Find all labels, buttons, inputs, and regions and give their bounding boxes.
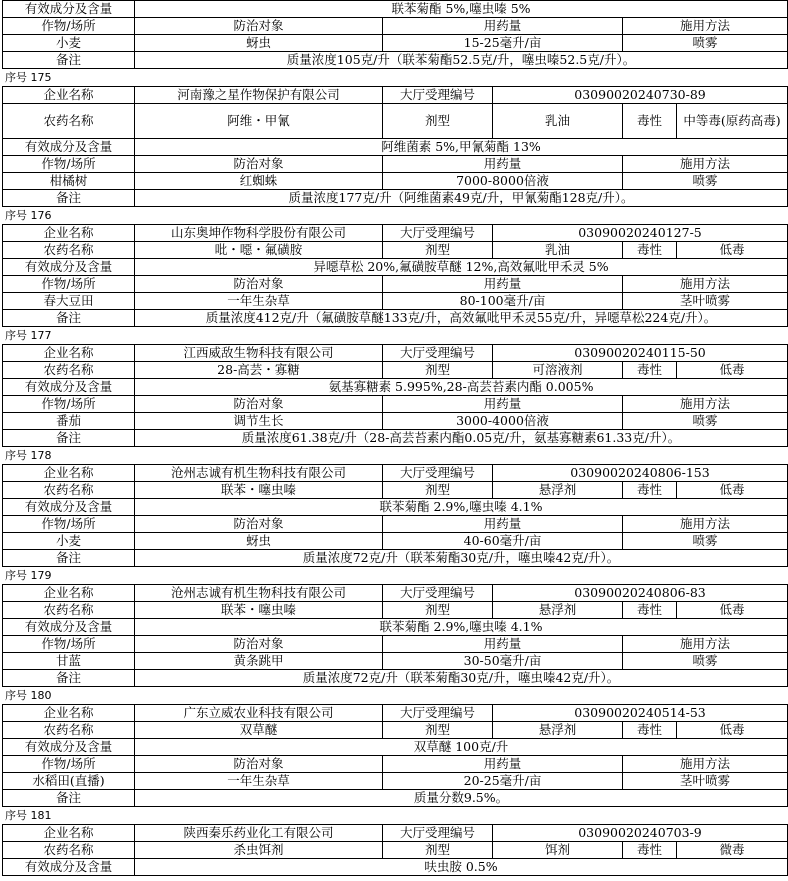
method-value: 茎叶喷雾	[623, 773, 788, 790]
seq-number: 176	[30, 209, 52, 222]
dosage-header: 用药量	[383, 516, 623, 533]
crop-value: 小麦	[3, 533, 135, 550]
method-value: 喷雾	[623, 35, 788, 52]
ingredient-value: 异噁草松 20%,氟磺胺草醚 12%,高效氟吡甲禾灵 5%	[135, 259, 788, 276]
remark-value: 质量浓度72克/升（联苯菊酯30克/升，噻虫嗪42克/升）。	[135, 550, 788, 567]
company-value: 广东立威农业科技有限公司	[135, 705, 383, 722]
pesticide-label: 农药名称	[3, 482, 135, 499]
dosage-value: 3000-4000倍液	[383, 413, 623, 430]
seq-line	[0, 207, 788, 224]
dosage-header: 用药量	[383, 276, 623, 293]
seq-label: 序号	[5, 71, 27, 84]
dosage-header: 用药量	[383, 156, 623, 173]
toxicity-label: 毒性	[623, 722, 677, 739]
crop-header: 作物/场所	[3, 756, 135, 773]
form-label: 剂型	[383, 842, 493, 859]
ingredient-row	[3, 379, 788, 396]
form-value: 悬浮剂	[493, 602, 623, 619]
ingredient-value: 氨基寡糖素 5.995%,28-高芸苔素内酯 0.005%	[135, 379, 788, 396]
entry-block	[2, 224, 788, 327]
ingredient-row	[3, 499, 788, 516]
method-value: 喷雾	[623, 413, 788, 430]
reg-no-value: 03090020240703-9	[493, 825, 788, 842]
dosage-header: 用药量	[383, 636, 623, 653]
reg-no-value: 03090020240115-50	[493, 345, 788, 362]
entry-block	[2, 344, 788, 447]
remark-label: 备注	[3, 190, 135, 207]
company-label: 企业名称	[3, 225, 135, 242]
toxicity-value: 微毒	[677, 842, 788, 859]
ingredient-row	[3, 1, 788, 18]
dosage-value: 30-50毫升/亩	[383, 653, 623, 670]
dosage-value: 40-60毫升/亩	[383, 533, 623, 550]
method-header: 施用方法	[623, 156, 788, 173]
company-row	[3, 825, 788, 842]
toxicity-label: 毒性	[623, 482, 677, 499]
seq-line	[0, 567, 788, 584]
pesticide-value: 杀虫饵剂	[135, 842, 383, 859]
pesticide-value: 阿维・甲氰	[135, 104, 383, 139]
company-label: 企业名称	[3, 465, 135, 482]
reg-no-label: 大厅受理编号	[383, 87, 493, 104]
form-label: 剂型	[383, 602, 493, 619]
company-label: 企业名称	[3, 87, 135, 104]
usage-header-row	[3, 276, 788, 293]
usage-row	[3, 293, 788, 310]
dosage-value: 15-25毫升/亩	[383, 35, 623, 52]
company-row	[3, 705, 788, 722]
company-row	[3, 345, 788, 362]
seq-number: 177	[30, 329, 52, 342]
pesticide-row	[3, 722, 788, 739]
pesticide-label: 农药名称	[3, 722, 135, 739]
pesticide-value: 吡・噁・氟磺胺	[135, 242, 383, 259]
pesticide-value: 联苯・噻虫嗪	[135, 602, 383, 619]
entry-block	[2, 704, 788, 807]
form-label: 剂型	[383, 722, 493, 739]
crop-header: 作物/场所	[3, 516, 135, 533]
seq-number: 181	[30, 809, 52, 822]
company-row	[3, 465, 788, 482]
seq-label: 序号	[5, 209, 27, 222]
pesticide-row	[3, 362, 788, 379]
remark-label: 备注	[3, 550, 135, 567]
pesticide-label: 农药名称	[3, 602, 135, 619]
target-header: 防治对象	[135, 156, 383, 173]
method-header: 施用方法	[623, 516, 788, 533]
crop-value: 番茄	[3, 413, 135, 430]
seq-label: 序号	[5, 449, 27, 462]
remark-row	[3, 310, 788, 327]
pesticide-row	[3, 602, 788, 619]
pesticide-row	[3, 482, 788, 499]
remark-row	[3, 52, 788, 69]
toxicity-label: 毒性	[623, 242, 677, 259]
ingredient-value: 联苯菊酯 2.9%,噻虫嗪 4.1%	[135, 499, 788, 516]
target-header: 防治对象	[135, 396, 383, 413]
seq-line	[0, 69, 788, 86]
method-value: 喷雾	[623, 653, 788, 670]
dosage-value: 80-100毫升/亩	[383, 293, 623, 310]
target-value: 黄条跳甲	[135, 653, 383, 670]
usage-header-row	[3, 156, 788, 173]
remark-label: 备注	[3, 430, 135, 447]
method-header: 施用方法	[623, 18, 788, 35]
reg-no-value: 03090020240127-5	[493, 225, 788, 242]
toxicity-value: 低毒	[677, 242, 788, 259]
usage-header-row	[3, 18, 788, 35]
ingredient-row	[3, 619, 788, 636]
reg-no-label: 大厅受理编号	[383, 705, 493, 722]
company-label: 企业名称	[3, 825, 135, 842]
crop-header: 作物/场所	[3, 396, 135, 413]
ingredient-label: 有效成分及含量	[3, 499, 135, 516]
ingredient-row	[3, 259, 788, 276]
reg-no-label: 大厅受理编号	[383, 225, 493, 242]
seq-line	[0, 447, 788, 464]
toxicity-value: 中等毒(原药高毒)	[677, 104, 788, 139]
ingredient-label: 有效成分及含量	[3, 619, 135, 636]
method-value: 喷雾	[623, 533, 788, 550]
method-header: 施用方法	[623, 636, 788, 653]
form-value: 悬浮剂	[493, 722, 623, 739]
target-header: 防治对象	[135, 636, 383, 653]
company-value: 河南豫之星作物保护有限公司	[135, 87, 383, 104]
usage-row	[3, 35, 788, 52]
reg-no-label: 大厅受理编号	[383, 345, 493, 362]
company-row	[3, 585, 788, 602]
crop-header: 作物/场所	[3, 156, 135, 173]
seq-line	[0, 687, 788, 704]
company-label: 企业名称	[3, 345, 135, 362]
remark-value: 质量浓度412克/升（氟磺胺草醚133克/升，高效氟吡甲禾灵55克/升，异噁草松224克/升）。	[135, 310, 788, 327]
ingredient-label: 有效成分及含量	[3, 139, 135, 156]
pesticide-value: 联苯・噻虫嗪	[135, 482, 383, 499]
seq-label: 序号	[5, 689, 27, 702]
toxicity-value: 低毒	[677, 602, 788, 619]
company-value: 沧州志诚有机生物科技有限公司	[135, 465, 383, 482]
seq-number: 180	[30, 689, 52, 702]
remark-label: 备注	[3, 790, 135, 807]
ingredient-value: 阿维菌素 5%,甲氰菊酯 13%	[135, 139, 788, 156]
seq-label: 序号	[5, 329, 27, 342]
company-value: 江西威敌生物科技有限公司	[135, 345, 383, 362]
usage-header-row	[3, 396, 788, 413]
pesticide-row	[3, 242, 788, 259]
method-header: 施用方法	[623, 396, 788, 413]
remark-row	[3, 550, 788, 567]
reg-no-value: 03090020240730-89	[493, 87, 788, 104]
pesticide-row	[3, 842, 788, 859]
reg-no-value: 03090020240806-153	[493, 465, 788, 482]
remark-value: 质量浓度177克/升（阿维菌素49克/升，甲氰菊酯128克/升）。	[135, 190, 788, 207]
dosage-header: 用药量	[383, 18, 623, 35]
company-label: 企业名称	[3, 585, 135, 602]
target-header: 防治对象	[135, 516, 383, 533]
crop-header: 作物/场所	[3, 18, 135, 35]
crop-value: 柑橘树	[3, 173, 135, 190]
form-value: 饵剂	[493, 842, 623, 859]
pesticide-value: 28-高芸・寡糖	[135, 362, 383, 379]
target-header: 防治对象	[135, 18, 383, 35]
usage-row	[3, 533, 788, 550]
target-value: 蚜虫	[135, 533, 383, 550]
dosage-header: 用药量	[383, 756, 623, 773]
usage-row	[3, 173, 788, 190]
crop-header: 作物/场所	[3, 276, 135, 293]
toxicity-value: 低毒	[677, 722, 788, 739]
seq-line	[0, 807, 788, 824]
ingredient-value: 呋虫胺 0.5%	[135, 859, 788, 876]
ingredient-row	[3, 859, 788, 876]
entry-block	[2, 584, 788, 687]
method-value: 喷雾	[623, 173, 788, 190]
form-value: 悬浮剂	[493, 482, 623, 499]
entry-block-partial	[2, 824, 788, 876]
company-value: 陕西秦乐药业化工有限公司	[135, 825, 383, 842]
target-value: 调节生长	[135, 413, 383, 430]
form-label: 剂型	[383, 362, 493, 379]
reg-no-label: 大厅受理编号	[383, 825, 493, 842]
form-label: 剂型	[383, 482, 493, 499]
pesticide-label: 农药名称	[3, 362, 135, 379]
seq-number: 178	[30, 449, 52, 462]
ingredient-value: 双草醚 100克/升	[135, 739, 788, 756]
form-value: 可溶液剂	[493, 362, 623, 379]
company-value: 沧州志诚有机生物科技有限公司	[135, 585, 383, 602]
reg-no-value: 03090020240806-83	[493, 585, 788, 602]
reg-no-label: 大厅受理编号	[383, 465, 493, 482]
crop-header: 作物/场所	[3, 636, 135, 653]
seq-number: 179	[30, 569, 52, 582]
usage-header-row	[3, 516, 788, 533]
ingredient-label: 有效成分及含量	[3, 1, 135, 18]
form-value: 乳油	[493, 104, 623, 139]
toxicity-label: 毒性	[623, 104, 677, 139]
crop-value: 水稻田(直播)	[3, 773, 135, 790]
target-value: 一年生杂草	[135, 773, 383, 790]
seq-label: 序号	[5, 809, 27, 822]
crop-value: 小麦	[3, 35, 135, 52]
remark-label: 备注	[3, 310, 135, 327]
reg-no-value: 03090020240514-53	[493, 705, 788, 722]
remark-row	[3, 430, 788, 447]
remark-row	[3, 190, 788, 207]
target-value: 蚜虫	[135, 35, 383, 52]
pesticide-label: 农药名称	[3, 842, 135, 859]
entry-block	[2, 86, 788, 207]
company-label: 企业名称	[3, 705, 135, 722]
toxicity-value: 低毒	[677, 482, 788, 499]
remark-row	[3, 670, 788, 687]
ingredient-row	[3, 739, 788, 756]
method-header: 施用方法	[623, 756, 788, 773]
usage-header-row	[3, 756, 788, 773]
remark-value: 质量浓度72克/升（联苯菊酯30克/升，噻虫嗪42克/升）。	[135, 670, 788, 687]
ingredient-label: 有效成分及含量	[3, 259, 135, 276]
company-value: 山东奥坤作物科学股份有限公司	[135, 225, 383, 242]
toxicity-label: 毒性	[623, 842, 677, 859]
seq-line	[0, 327, 788, 344]
usage-header-row	[3, 636, 788, 653]
dosage-value: 7000-8000倍液	[383, 173, 623, 190]
dosage-value: 20-25毫升/亩	[383, 773, 623, 790]
target-value: 一年生杂草	[135, 293, 383, 310]
target-header: 防治对象	[135, 756, 383, 773]
ingredient-value: 联苯菊酯 5%,噻虫嗪 5%	[135, 1, 788, 18]
ingredient-value: 联苯菊酯 2.9%,噻虫嗪 4.1%	[135, 619, 788, 636]
usage-row	[3, 653, 788, 670]
pesticide-row	[3, 104, 788, 139]
remark-label: 备注	[3, 670, 135, 687]
pesticide-label: 农药名称	[3, 242, 135, 259]
seq-label: 序号	[5, 569, 27, 582]
entry-block-continued	[2, 0, 788, 69]
ingredient-label: 有效成分及含量	[3, 379, 135, 396]
ingredient-row	[3, 139, 788, 156]
remark-value: 质量浓度105克/升（联苯菊酯52.5克/升，噻虫嗪52.5克/升）。	[135, 52, 788, 69]
dosage-header: 用药量	[383, 396, 623, 413]
target-value: 红蜘蛛	[135, 173, 383, 190]
company-row	[3, 225, 788, 242]
method-header: 施用方法	[623, 276, 788, 293]
method-value: 茎叶喷雾	[623, 293, 788, 310]
reg-no-label: 大厅受理编号	[383, 585, 493, 602]
pesticide-value: 双草醚	[135, 722, 383, 739]
toxicity-label: 毒性	[623, 362, 677, 379]
target-header: 防治对象	[135, 276, 383, 293]
usage-row	[3, 413, 788, 430]
toxicity-value: 低毒	[677, 362, 788, 379]
remark-row	[3, 790, 788, 807]
remark-label: 备注	[3, 52, 135, 69]
ingredient-label: 有效成分及含量	[3, 859, 135, 876]
ingredient-label: 有效成分及含量	[3, 739, 135, 756]
crop-value: 春大豆田	[3, 293, 135, 310]
form-label: 剂型	[383, 104, 493, 139]
entry-block	[2, 464, 788, 567]
company-row	[3, 87, 788, 104]
form-label: 剂型	[383, 242, 493, 259]
remark-value: 质量浓度61.38克/升（28-高芸苔素内酯0.05克/升，氨基寡糖素61.33克/升）。	[135, 430, 788, 447]
usage-row	[3, 773, 788, 790]
pesticide-label: 农药名称	[3, 104, 135, 139]
seq-number: 175	[30, 71, 52, 84]
crop-value: 甘蓝	[3, 653, 135, 670]
remark-value: 质量分数9.5%。	[135, 790, 788, 807]
form-value: 乳油	[493, 242, 623, 259]
toxicity-label: 毒性	[623, 602, 677, 619]
